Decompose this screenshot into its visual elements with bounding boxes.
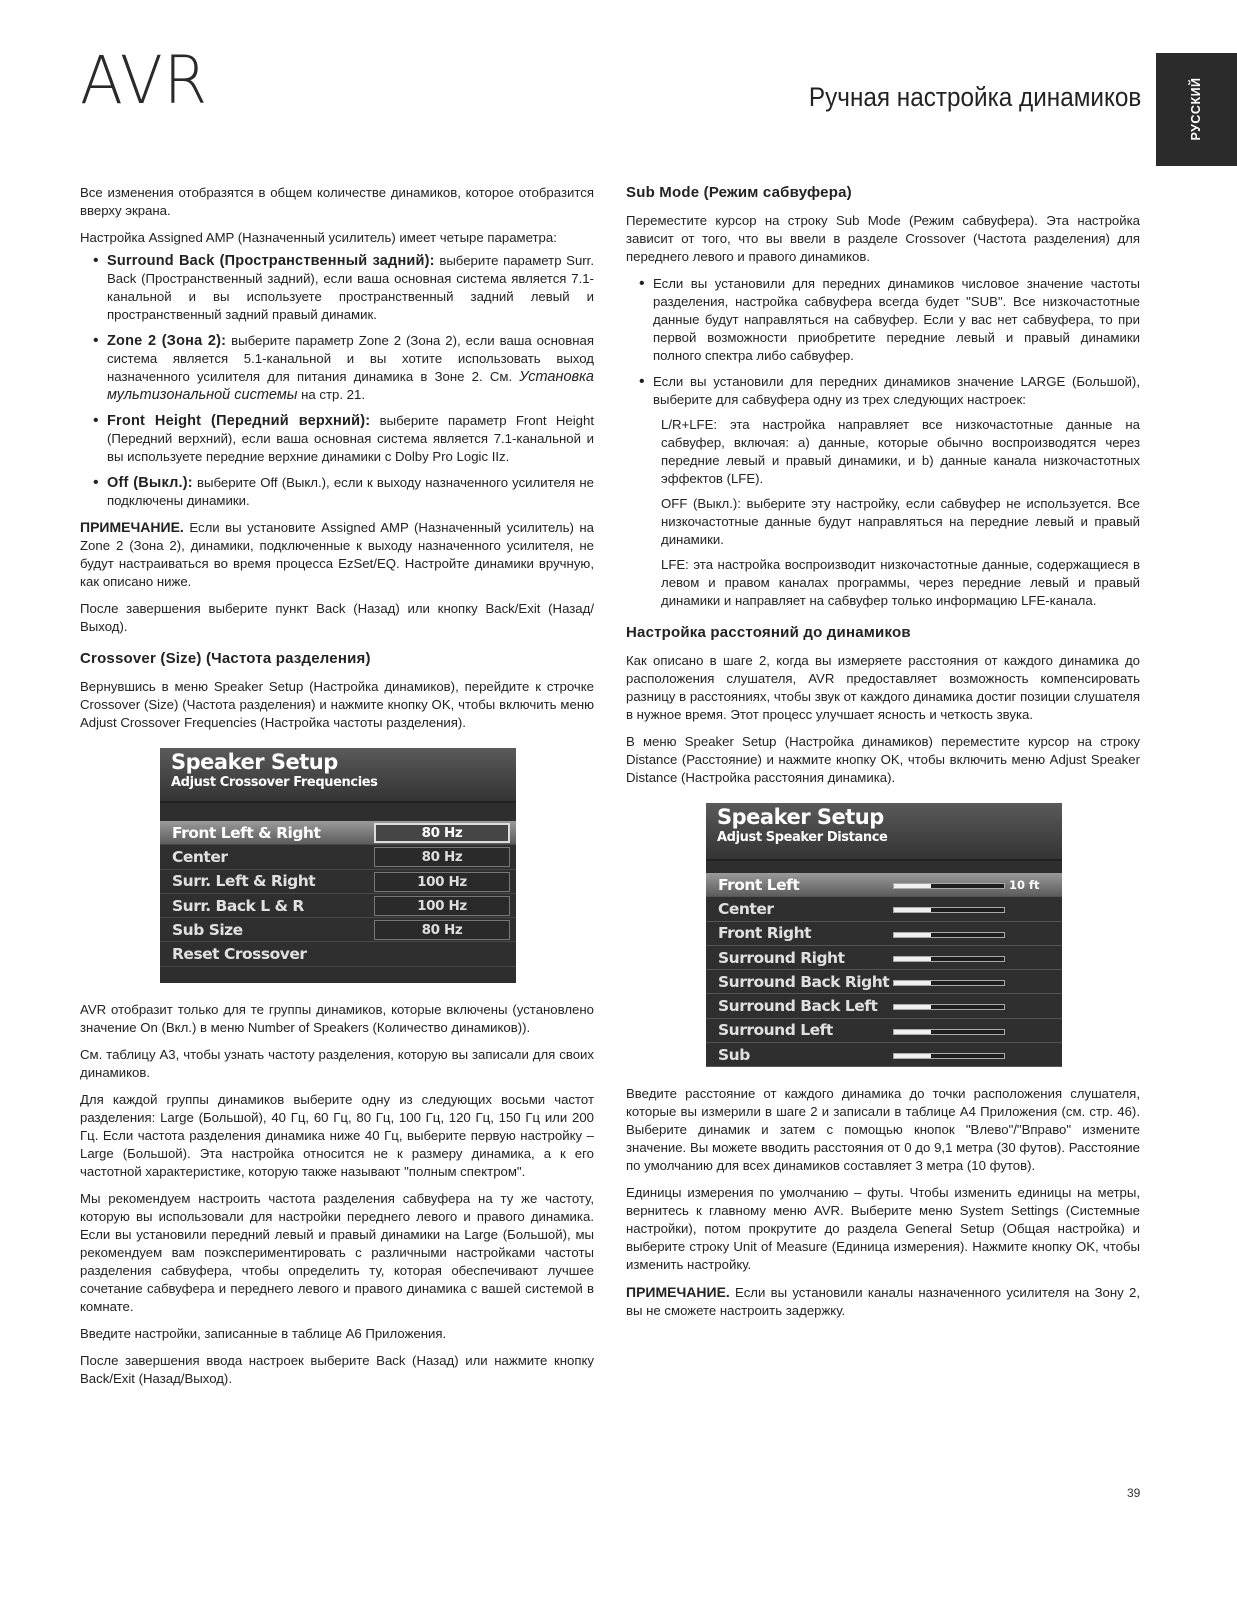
right-column [626, 184, 1140, 1329]
list-item [80, 412, 594, 466]
list-item: • Если вы установили для передних динамиков значение LARGE (Большой), выберите для сабвуфера одну из трех следующих настроек: [626, 373, 1140, 409]
note-label: ПРИМЕЧАНИЕ. [626, 1284, 730, 1301]
osd-row-label: Sub Size [172, 920, 243, 939]
after-paragraph-2: См. таблицу A3, чтобы узнать частоту разделения, которую вы записали для своих динамиков. [80, 1046, 594, 1080]
option-off: OFF (Выкл.): выберите эту настройку, если сабвуфер не используется. Все низкочастотные данные будут направляться на передние левый и правый динамики. [661, 496, 1140, 547]
osd-row-sub[interactable] [706, 1043, 1062, 1067]
distance-slider[interactable] [893, 1004, 1005, 1010]
osd-menu [160, 803, 516, 983]
list-item [80, 332, 594, 404]
crossover-heading: Crossover (Size) (Частота разделения) [80, 650, 371, 667]
intro-paragraph: Все изменения отобразятся в общем количестве динамиков, которое отобразится вверху экрана. [80, 185, 594, 218]
list-item-text: на стр. 21. [297, 387, 366, 402]
distance-paragraph-4: Единицы измерения по умолчанию – футы. Чтобы изменить единицы на метры, вернитесь к главному меню AVR. Выберите меню System Settings (Системные настройки), потом прокрутите до раздела General Setup (Общая настройка) и выберите строку Unit of Measure (Единица измерения). Нажмите кнопку OK, чтобы изменить настройку. [626, 1185, 1140, 1273]
list-item-text: выберите параметр Zone 2 (Зона 2), если ваша основная система является 5.1-канальной и вы хотите использовать выход назначенного усилителя для питания динамика в Зоне 2. См. [107, 333, 594, 384]
osd-row-label: Front Left [718, 875, 800, 894]
note-text: Если вы установили каналы назначенного усилителя на Зону 2, вы не сможете настроить задержку. [626, 1285, 1140, 1319]
page-number: 39 [1127, 1486, 1141, 1500]
osd-row-surround-left[interactable] [706, 1019, 1062, 1043]
osd-title: Speaker Setup [717, 805, 884, 829]
note-text: Если вы установите Assigned AMP (Назначенный усилитель) на Zone 2 (Зона 2), динамики, подключенные к выходу назначенного усилителя, не будут настраиваться во время процесса EzSet/EQ. Настройте динамики вручную, как описано ниже. [80, 520, 594, 589]
osd-row-front-left[interactable] [706, 873, 1062, 897]
back-paragraph: После завершения выберите пункт Back (Назад) или кнопку Back/Exit (Назад/Выход). [80, 601, 594, 634]
osd-row-label: Front Left & Right [172, 823, 321, 842]
distance-slider-fill [894, 981, 931, 985]
list-item-term: Front Height (Передний верхний): [107, 413, 371, 429]
osd-header [706, 803, 1062, 861]
note-paragraph [80, 518, 594, 591]
osd-row-surround-right[interactable] [706, 946, 1062, 970]
distance-slider[interactable] [893, 932, 1005, 938]
osd-row-surr-left-right[interactable] [160, 870, 516, 894]
distance-paragraph-2: В меню Speaker Setup (Настройка динамиков) переместите курсор на строку Distance (Расстояние) и нажмите кнопку OK, чтобы включить меню Adjust Speaker Distance (Настройка расстояния динамика). [626, 734, 1140, 785]
note-label: ПРИМЕЧАНИЕ. [80, 519, 184, 535]
distance-slider-fill [894, 1030, 931, 1034]
crossover-osd-screen [160, 748, 516, 983]
distance-slider-fill [894, 908, 931, 912]
osd-row-label: Front Right [718, 924, 812, 943]
osd-row-value[interactable]: 80 Hz [374, 847, 510, 867]
osd-row-value[interactable]: 80 Hz [374, 920, 510, 940]
osd-row-label: Surround Back Right [718, 972, 890, 991]
after-paragraph-4: Мы рекомендуем настроить частота разделения сабвуфера на ту же частоту, которую вы использовали для настройки переднего левого и правого динамика. Если вы установили передний левый и правый динамики на Large (Большой), мы рекомендуем вам поэкспериментировать с различными настройками частоты разделения сабвуфера, чтобы определить ту, которая обеспечивают лучшее сочетание сабвуфера и переднего левого и правого динамика с вашей системой в комнате. [80, 1190, 594, 1314]
crossover-intro-paragraph: Вернувшись в меню Speaker Setup (Настройка динамиков), перейдите к строчке Crossover (Size) (Частота разделения) и нажмите кнопку OK, чтобы включить меню Adjust Crossover Frequencies (Настройка частоты разделения). [80, 679, 594, 730]
osd-title: Speaker Setup [171, 750, 338, 774]
language-tab-label: РУССКИЙ [1189, 77, 1203, 141]
distance-value: 10 ft [1009, 878, 1040, 892]
language-tab [1156, 53, 1237, 166]
osd-row-surr-back[interactable] [160, 894, 516, 918]
option-lr-lfe: L/R+LFE: эта настройка направляет все низкочастотные данные на сабвуфер, включая: a) данные, которые обычно воспроизводятся через передние левый и правый динамики, и b) данные канала низкочастотных эффектов (LFE). [661, 417, 1140, 486]
osd-row-surround-back-left[interactable] [706, 994, 1062, 1018]
osd-row-label: Surround Left [718, 1021, 833, 1040]
distance-slider[interactable] [893, 980, 1005, 986]
distance-slider[interactable] [893, 1053, 1005, 1059]
osd-row-front-right[interactable] [706, 922, 1062, 946]
list-item-term: Off (Выкл.): [107, 475, 193, 491]
distance-slider[interactable] [893, 907, 1005, 913]
list-item [80, 252, 594, 324]
osd-header [160, 748, 516, 803]
after-paragraph-5: Введите настройки, записанные в таблице A6 Приложения. [80, 1325, 447, 1341]
distance-slider-fill [894, 1005, 931, 1009]
osd-subtitle: Adjust Speaker Distance [717, 830, 888, 845]
osd-row-value[interactable]: 80 Hz [374, 823, 510, 843]
osd-row-label: Sub [718, 1045, 750, 1064]
distance-slider-fill [894, 1054, 931, 1058]
list-item [80, 474, 594, 510]
sub-mode-heading: Sub Mode (Режим сабвуфера) [626, 184, 852, 201]
osd-row-label: Surr. Back L & R [172, 896, 304, 915]
left-column [80, 184, 594, 1397]
sub-mode-options [626, 416, 1140, 610]
osd-row-center[interactable] [160, 845, 516, 869]
osd-row-label: Center [172, 847, 228, 866]
list-item-text: выберите Off (Выкл.), если к выходу назначенного усилителя не подключены динамики. [107, 475, 594, 508]
note-paragraph [626, 1283, 1140, 1320]
after-paragraph-6: После завершения ввода настроек выберите Back (Назад) или нажмите кнопку Back/Exit (Назад/Выход). [80, 1352, 594, 1386]
osd-row-label: Reset Crossover [172, 945, 307, 964]
distance-slider-fill [894, 933, 931, 937]
list-item-text: выберите параметр Surr. Back (Пространственный задний), если ваша основная система является 7.1-канальной и вы используете пространственный задний левый и пространственный задний правый динамик. [107, 253, 594, 322]
assigned-amp-list [80, 252, 594, 510]
list-item: • Если вы установили для передних динамиков числовое значение частоты разделения, настройка сабвуфера всегда будет "SUB". Все низкочастотные данные будут направляться на сабвуфер. Если у вас нет сабвуфера, то при первой возможности приобретите передние левый и правый динамики полного спектра либо сабвуфер. [626, 275, 1140, 365]
list-item-link-ref: Установка мультизональной системы [107, 369, 594, 403]
distance-osd-screen [706, 803, 1062, 1067]
list-item-term: Surround Back (Пространственный задний): [107, 253, 435, 269]
osd-menu [706, 873, 1062, 1067]
assigned-amp-paragraph: Настройка Assigned AMP (Назначенный усилитель) имеет четыре параметра: [80, 230, 557, 245]
osd-row-label: Surround Right [718, 948, 845, 967]
after-paragraph-1: AVR отобразит только для те группы динамиков, которые включены (установлено значение On (Вкл.) в меню Number of Speakers (Количество динамиков)). [80, 1001, 594, 1035]
osd-row-sub-size[interactable] [160, 918, 516, 942]
osd-row-value[interactable]: 100 Hz [374, 896, 510, 916]
osd-row-center[interactable] [706, 897, 1062, 921]
sub-mode-list [626, 275, 1140, 409]
osd-spacer [706, 861, 1062, 873]
osd-row-label: Surround Back Left [718, 997, 878, 1016]
distance-slider[interactable] [893, 883, 1005, 889]
distance-slider-fill [894, 884, 931, 888]
osd-row-label: Surr. Left & Right [172, 872, 316, 891]
distance-slider[interactable] [893, 1029, 1005, 1035]
page-title: Ручная настройка динамиков [808, 82, 1141, 112]
list-item-term: Zone 2 (Зона 2): [107, 333, 227, 349]
option-lfe: LFE: эта настройка воспроизводит низкочастотные данные, содержащиеся в левом и правом каналах программы, через передние левый и правый динамики и направляет на сабвуфер только информацию LFE-канала. [661, 557, 1140, 608]
osd-row-surround-back-right[interactable] [706, 970, 1062, 994]
list-item-text: выберите параметр Front Height (Передний верхний), если ваша основная система является 7.1-канальной и вы используете передние верхние динамики с Dolby Pro Logic IIz. [107, 413, 595, 464]
osd-row-label: Center [718, 899, 774, 918]
distance-paragraph-3: Введите расстояние от каждого динамика до точки расположения слушателя, которые вы измерили в шаге 2 и записали в таблице A4 Приложения (см. стр. 46). Выберите динамик и затем с помощью кнопок "Влево"/"Вправо" измените значение. Вы можете вводить расстояния от 0 до 9,1 метра (30 футов). Расстояние по умолчанию для всех динамиков составляет 3 метра (10 футов). [626, 1086, 1140, 1174]
osd-row-value[interactable]: 100 Hz [374, 872, 510, 892]
osd-row-front-left-right[interactable] [160, 821, 516, 845]
osd-row-reset-crossover[interactable] [160, 942, 516, 966]
distance-paragraph-1: Как описано в шаге 2, когда вы измеряете расстояния от каждого динамика до расположения слушателя, AVR предоставляет возможность компенсировать разницу в расстояниях, чтобы звук от каждого динамика достиг позиции слушателя в нужное время. Этот процесс улучшает ясность и четкость звука. [626, 653, 1140, 722]
distance-slider-fill [894, 957, 931, 961]
avr-logo: AVR [80, 42, 209, 119]
distance-heading: Настройка расстояний до динамиков [626, 624, 911, 641]
osd-subtitle: Adjust Crossover Frequencies [171, 775, 378, 790]
sub-mode-paragraph: Переместите курсор на строку Sub Mode (Режим сабвуфера). Эта настройка зависит от того, что вы ввели в разделе Crossover (Частота разделения) для переднего левого и правого динамиков. [626, 213, 1140, 264]
distance-slider[interactable] [893, 956, 1005, 962]
after-paragraph-3: Для каждой группы динамиков выберите одну из следующих восьми частот разделения: Large (Большой), 40 Гц, 60 Гц, 80 Гц, 100 Гц, 120 Гц, 150 Гц или 200 Гц. Если частота разделения динамика ниже 40 Гц, выберите первую настройку – Large (Большой). Эта настройка относится не к размеру динамика, а к его частотной характеристике, которую также называют "полным спектром". [80, 1091, 594, 1179]
